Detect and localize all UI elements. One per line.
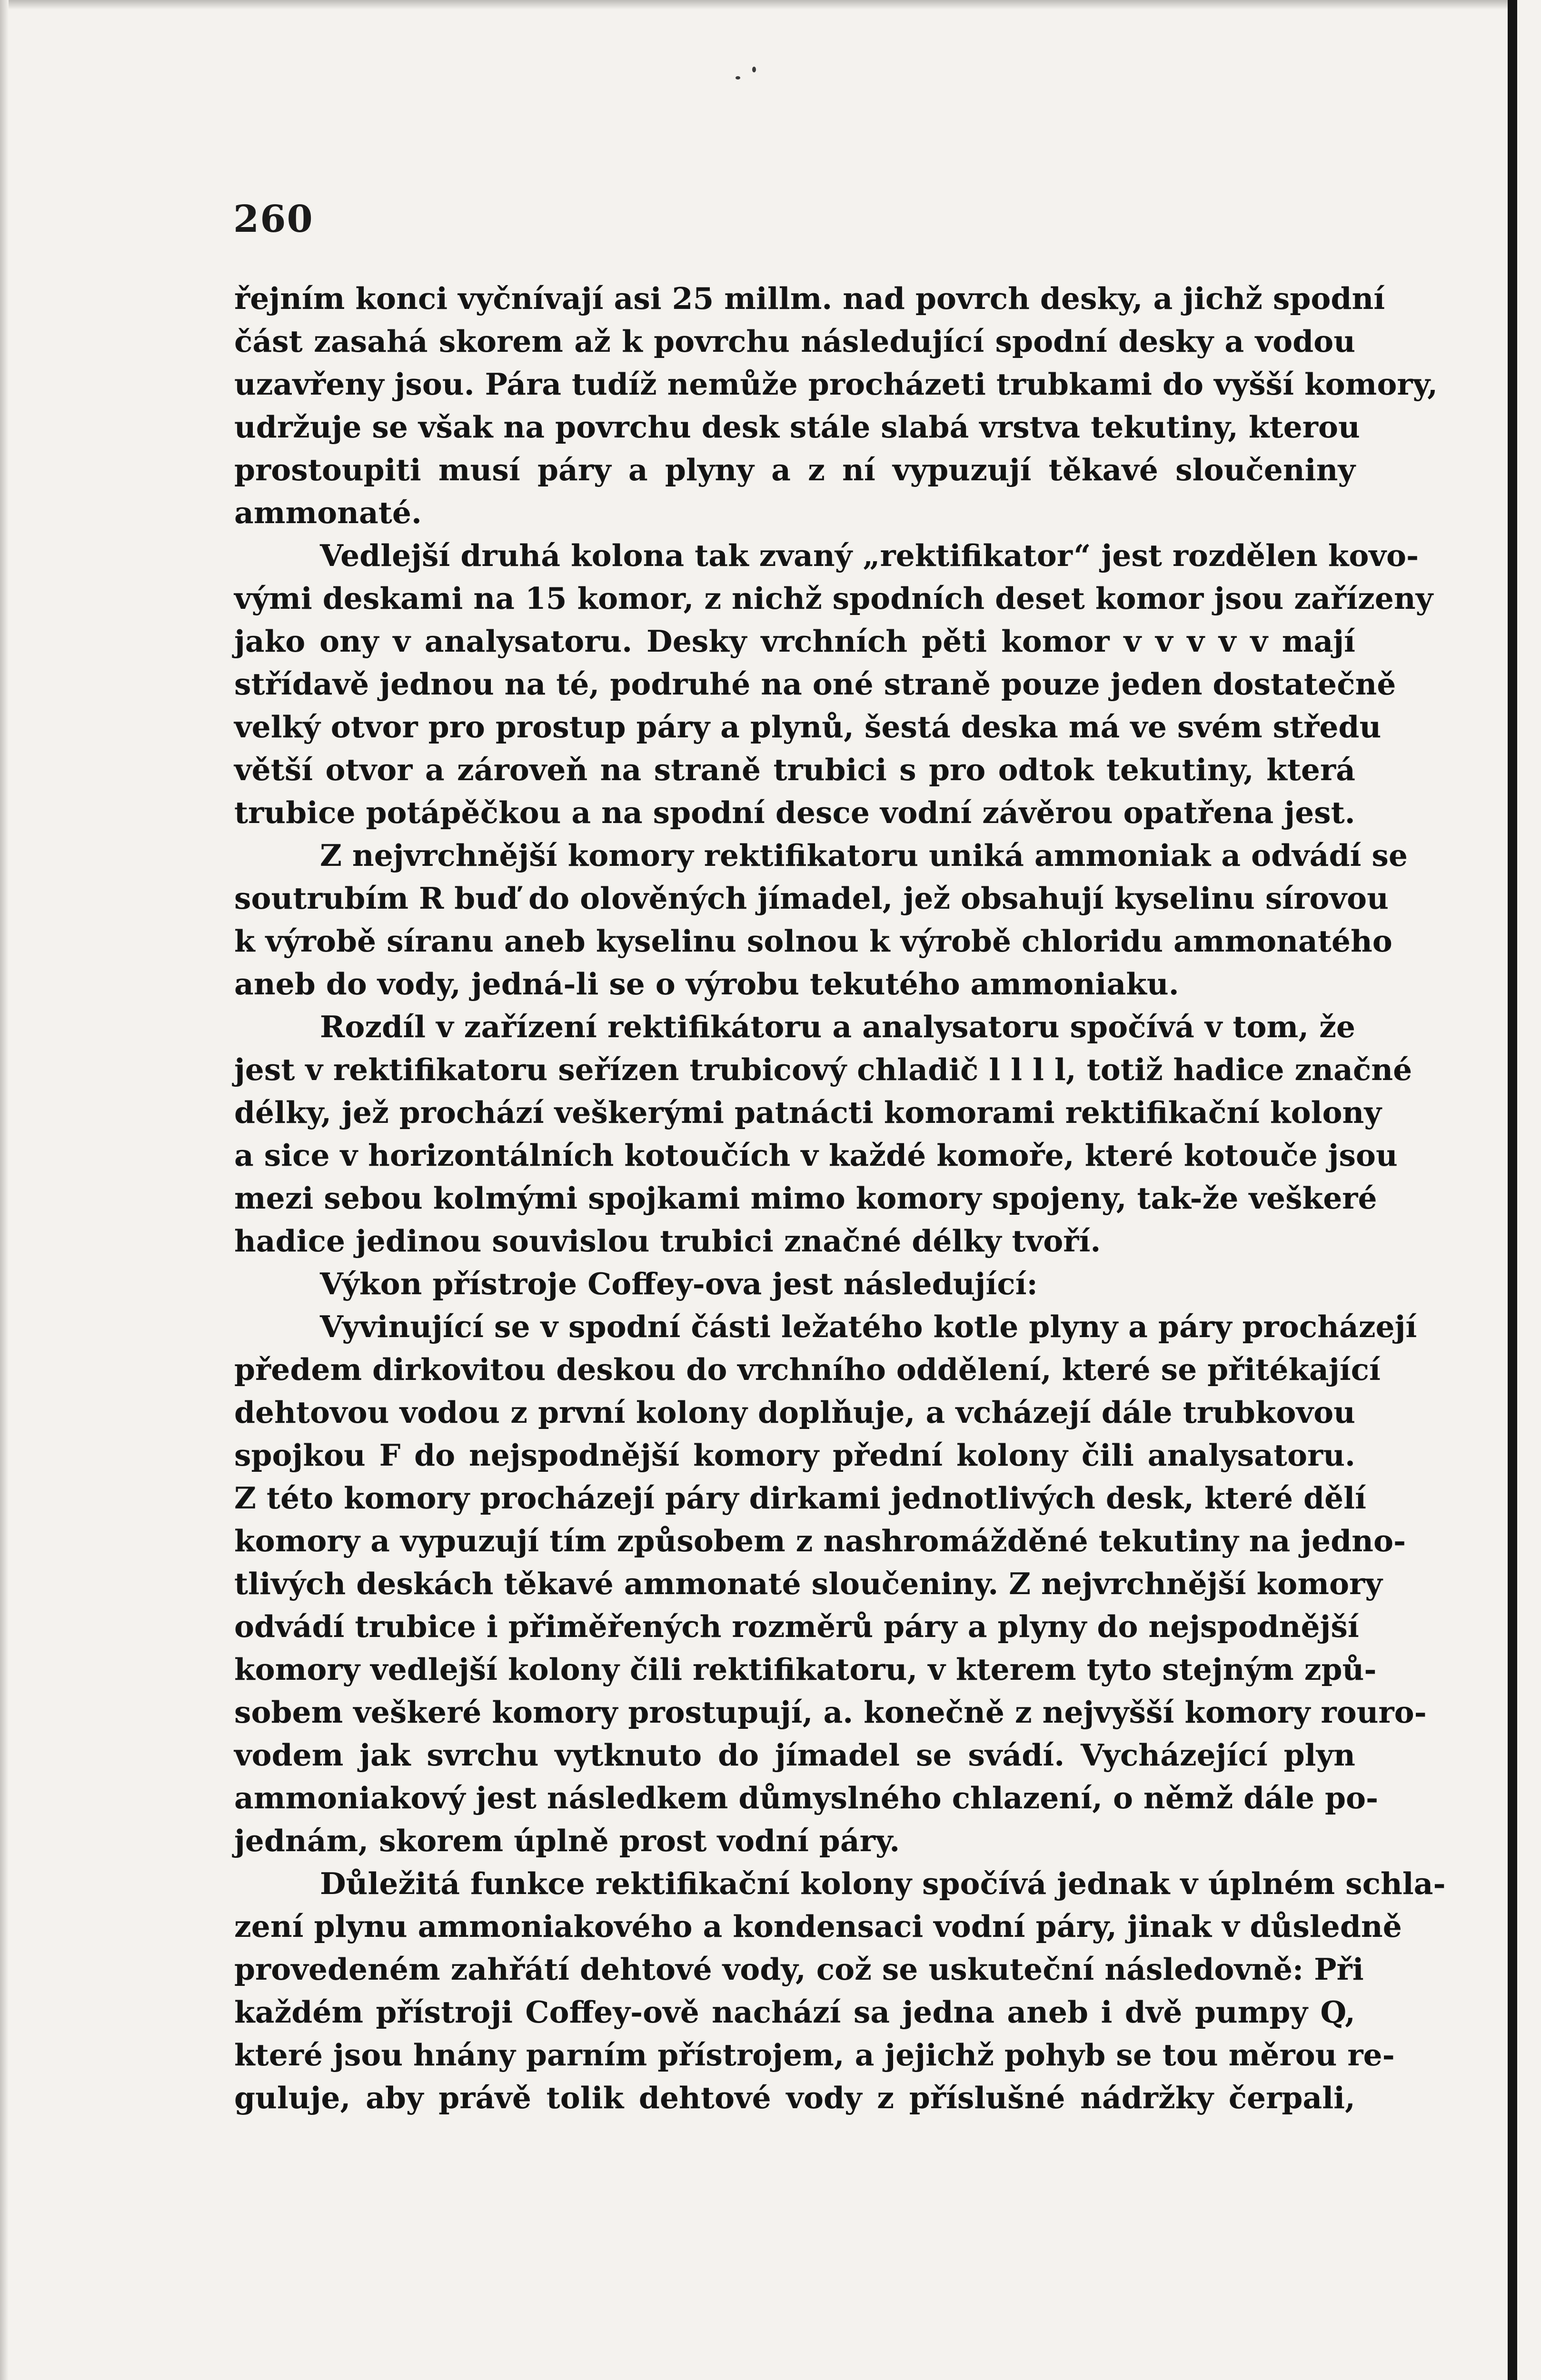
text-line: střídavě jednou na té, podruhé na oné straně pouze jeden dostatečně (234, 666, 1396, 702)
text-line: Z této komory procházejí páry dirkami jednotlivých desk, které dělí (234, 1480, 1366, 1516)
text-line: aneb do vody, jedná-li se o výrobu tekutého ammoniaku. (234, 966, 1179, 1002)
text-line: jako ony v analysatoru. Desky vrchních pěti komor v v v v v mají (234, 624, 1355, 659)
text-line: soutrubím R buď do olověných jímadel, jež obsahují kyselinu sírovou (234, 881, 1389, 916)
text-line: mezi sebou kolmými spojkami mimo komory spojeny, tak-že veškeré (234, 1180, 1377, 1216)
text-line: část zasahá skorem až k povrchu následující spodní desky a vodou (234, 324, 1355, 359)
scan-speck (752, 67, 756, 72)
scan-top-edge (0, 0, 1541, 10)
text-line: Výkon přístroje Coffey-ova jest následující: (320, 1266, 1038, 1301)
text-line: prostoupiti musí páry a plyny a z ní vypuzují těkavé sloučeniny (234, 452, 1355, 487)
text-line: jest v rektifikatoru seřízen trubicový chladič l l l l, totiž hadice značné (234, 1052, 1412, 1087)
text-line: které jsou hnány parním přístrojem, a jejichž pohyb se tou měrou re- (234, 2037, 1395, 2073)
text-line: uzavřeny jsou. Pára tudíž nemůže procházeti trubkami do vyšší komory, (234, 367, 1438, 402)
text-line: hadice jedinou souvislou trubici značné délky tvoří. (234, 1223, 1101, 1259)
text-line: délky, jež prochází veškerými patnácti komorami rektifikační kolony (234, 1095, 1382, 1130)
body-text (234, 277, 1446, 2119)
text-line: tlivých deskách těkavé ammonaté sloučeniny. Z nejvrchnější komory (234, 1566, 1382, 1601)
text-line: k výrobě síranu aneb kyselinu solnou k výrobě chloridu ammonatého (234, 923, 1392, 959)
text-line: každém přístroji Coffey-ově nachází sa jedna aneb i dvě pumpy Q, (234, 1994, 1355, 2030)
text-line: Důležitá funkce rektifikační kolony spočívá jednak v úplném schla- (320, 1866, 1446, 1901)
text-line: Vedlejší druhá kolona tak zvaný „rektifikator“ jest rozdělen kovo- (320, 538, 1419, 573)
text-line: jednám, skorem úplně prost vodní páry. (234, 1823, 900, 1858)
text-line: předem dirkovitou deskou do vrchního oddělení, které se přitékající (234, 1352, 1381, 1387)
text-line: guluje, aby právě tolik dehtové vody z příslušné nádržky čerpali, (234, 2080, 1355, 2115)
text-line: trubice potápěčkou a na spodní desce vodní závěrou opatřena jest. (234, 795, 1355, 830)
text-line: velký otvor pro prostup páry a plynů, šestá deska má ve svém středu (234, 709, 1382, 744)
text-line: udržuje se však na povrchu desk stále slabá vrstva tekutiny, kterou (234, 409, 1360, 445)
text-line: sobem veškeré komory prostupují, a. konečně z nejvyšší komory rouro- (234, 1695, 1427, 1730)
page-number: 260 (233, 198, 314, 241)
text-line: vými deskami na 15 komor, z nichž spodních deset komor jsou zařízeny (234, 581, 1433, 616)
text-line: komory a vypuzují tím způsobem z nashromážděné tekutiny na jedno- (234, 1523, 1406, 1558)
text-line: ammoniakový jest následkem důmyslného chlazení, o němž dále po- (234, 1780, 1379, 1815)
text-line: Z nejvrchnější komory rektifikatoru uniká ammoniak a odvádí se (320, 838, 1408, 873)
scan-right-border (1508, 0, 1541, 2380)
text-line: spojkou F do nejspodnější komory přední kolony čili analysatoru. (234, 1438, 1355, 1473)
scan-left-edge (0, 0, 9, 2380)
text-line: a sice v horizontálních kotoučích v každé komoře, které kotouče jsou (234, 1138, 1398, 1173)
text-line: ammonaté. (234, 495, 422, 530)
text-line: Rozdíl v zařízení rektifikátoru a analysatoru spočívá v tom, že (320, 1009, 1355, 1044)
text-line: komory vedlejší kolony čili rektifikatoru, v kterem tyto stejným způ- (234, 1652, 1377, 1687)
text-line: odvádí trubice i přiměřených rozměrů páry a plyny do nejspodnější (234, 1609, 1359, 1644)
text-line: zení plynu ammoniakového a kondensaci vodní páry, jinak v důsledně (234, 1909, 1402, 1944)
text-line: Vyvinující se v spodní části ležatého kotle plyny a páry procházejí (320, 1309, 1417, 1344)
text-line: větší otvor a zároveň na straně trubici s pro odtok tekutiny, která (234, 752, 1355, 787)
scan-speck (736, 76, 740, 79)
text-line: řejním konci vyčnívají asi 25 millm. nad povrch desky, a jichž spodní (234, 281, 1385, 316)
text-line: dehtovou vodou z první kolony doplňuje, a vcházejí dále trubkovou (234, 1395, 1355, 1430)
text-line: provedeném zahřátí dehtové vody, což se uskuteční následovně: Při (234, 1952, 1364, 1987)
text-line: vodem jak svrchu vytknuto do jímadel se svádí. Vycházející plyn (234, 1737, 1355, 1773)
